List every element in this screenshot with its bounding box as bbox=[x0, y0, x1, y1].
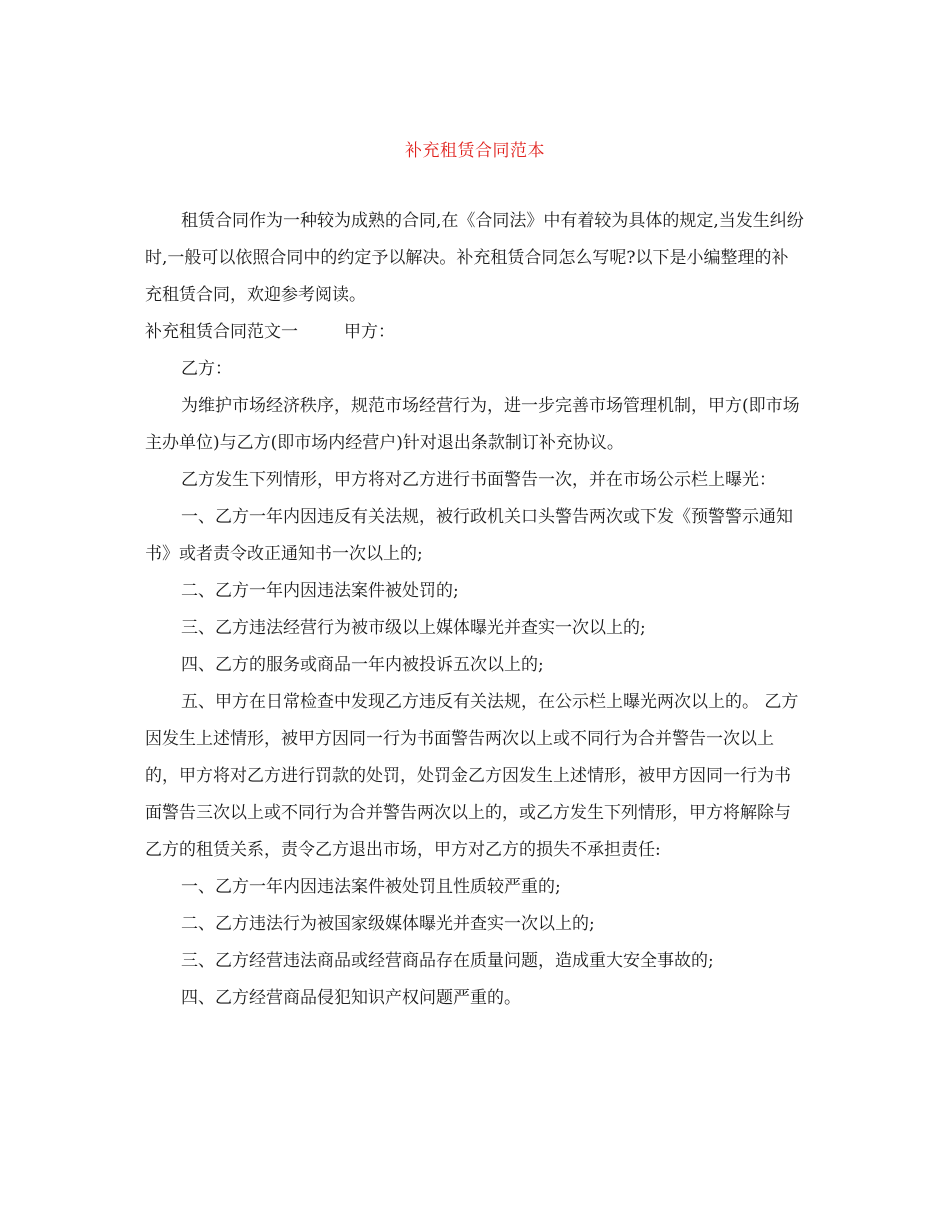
warning-intro-paragraph: 乙方发生下列情形，甲方将对乙方进行书面警告一次，并在市场公示栏上曝光： bbox=[181, 470, 776, 490]
termination-item-1: 一、乙方一年内因违法案件被处罚且性质较严重的; bbox=[181, 877, 561, 897]
intro-paragraph: 租赁合同作为一种较为成熟的合同,在《合同法》中有着较为具体的规定,当发生纠纷时,一般可以依照合同中的约定予以解决。补充租赁合同怎么写呢?以下是小编整理的补充租赁合同，欢迎参考阅读。 bbox=[145, 211, 804, 305]
termination-item-3: 三、乙方经营违法商品或经营商品存在质量问题，造成重大安全事故的; bbox=[181, 951, 714, 971]
warning-item-4: 四、乙方的服务或商品一年内被投诉五次以上的; bbox=[181, 655, 544, 675]
party-a-label: 甲方： bbox=[344, 322, 395, 342]
sample-heading-line bbox=[145, 314, 805, 351]
sample-heading: 补充租赁合同范文一 bbox=[145, 322, 298, 342]
warning-item-1: 一、乙方一年内因违反有关法规，被行政机关口头警告两次或下发《预警警示通知书》或者责令改正通知书一次以上的; bbox=[145, 507, 793, 564]
warning-item-2: 二、乙方一年内因违法案件被处罚的; bbox=[181, 581, 459, 601]
document-body bbox=[145, 203, 805, 1017]
warning-item-5: 五、甲方在日常检查中发现乙方违反有关法规，在公示栏上曝光两次以上的。 乙方因发生上述情形，被甲方因同一行为书面警告两次以上或不同行为合并警告一次以上的，甲方将对乙方进行罚款的处罚，处罚金乙方因发生上述情形，被甲方因同一行为书面警告三次以上或不同行为合并警告两次以上的，或乙方发生下列情形，甲方将解除与乙方的租赁关系，责令乙方退出市场，甲方对乙方的损失不承担责任: bbox=[145, 692, 799, 860]
termination-item-4: 四、乙方经营商品侵犯知识产权问题严重的。 bbox=[181, 988, 521, 1008]
party-b-label: 乙方： bbox=[181, 359, 232, 379]
purpose-paragraph: 为维护市场经济秩序，规范市场经营行为，进一步完善市场管理机制，甲方(即市场主办单位)与乙方(即市场内经营户)针对退出条款制订补充协议。 bbox=[145, 396, 800, 453]
document-title: 补充租赁合同范本 bbox=[405, 141, 545, 161]
warning-item-3: 三、乙方违法经营行为被市级以上媒体曝光并查实一次以上的; bbox=[181, 618, 646, 638]
termination-item-2: 二、乙方违法行为被国家级媒体曝光并查实一次以上的; bbox=[181, 914, 595, 934]
